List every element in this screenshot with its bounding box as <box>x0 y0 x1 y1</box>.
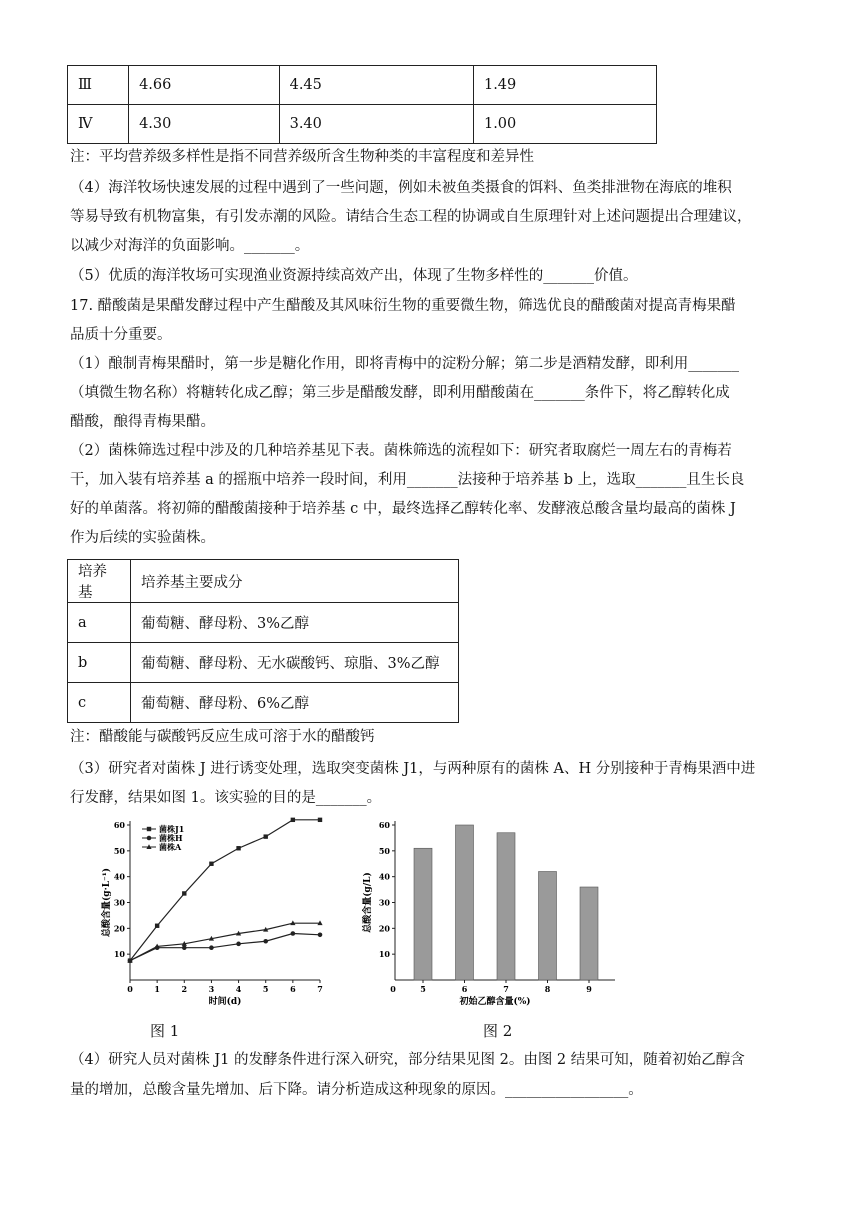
q17-line-1: 17. 醋酸菌是果醋发酵过程中产生醋酸及其风味衍生物的重要微生物，筛选优良的醋酸菌对提高青梅果醋 <box>70 298 736 314</box>
diversity-table <box>67 65 657 144</box>
data-point <box>263 939 268 944</box>
table-row <box>68 105 657 144</box>
y-tick-label: 30 <box>113 897 125 908</box>
x-tick-label: 0 <box>127 984 133 994</box>
q4b-line-2: 量的增加，总酸含量先增加、后下降。请分析造成这种现象的原因。_________________。 <box>70 1082 643 1098</box>
y-tick-label: 10 <box>113 949 125 960</box>
q17-line-8: 好的单菌落。将初筛的醋酸菌接种于培养基 c 中，最终选择乙醇转化率、发酵液总酸含量均最高的菌株 J <box>70 501 736 517</box>
q4-line-2: 等易导致有机物富集，有引发赤潮的风险。请结合生态工程的协调或自生原理针对上述问题提出合理建议， <box>70 209 752 225</box>
y-tick-label: 40 <box>378 871 390 882</box>
bar <box>456 825 474 980</box>
x-tick-label: 8 <box>544 984 551 994</box>
y-tick-label: 40 <box>113 871 125 882</box>
medium-table <box>67 559 459 723</box>
x-tick-label: 7 <box>317 984 323 994</box>
q5-line: （5）优质的海洋牧场可实现渔业资源持续高效产出，体现了生物多样性的_______价值。 <box>70 268 638 284</box>
bar <box>539 872 557 981</box>
x-tick-label: 4 <box>235 984 242 994</box>
bar <box>497 833 515 980</box>
data-point <box>318 818 322 822</box>
table-cell: Ⅳ <box>68 105 129 144</box>
table-cell: Ⅲ <box>68 66 129 105</box>
table-row <box>68 683 459 723</box>
table-cell: 1.49 <box>473 66 656 105</box>
q17-line-2: 品质十分重要。 <box>70 327 172 343</box>
x-axis-label: 时间(d) <box>208 997 242 1007</box>
x-tick-label: 2 <box>181 984 188 994</box>
table-cell: 4.30 <box>129 105 280 144</box>
legend-label: 菌株A <box>159 842 182 852</box>
table-cell: a <box>68 603 131 643</box>
q17-line-7: 干，加入装有培养基 a 的摇瓶中培养一段时间，利用_______法接种于培养基 b 上，选取_______且生长良 <box>70 472 745 488</box>
q3-line-1: （3）研究者对菌株 J 进行诱变处理，选取突变菌株 J1，与两种原有的菌株 A、H 分别接种于青梅果酒中进 <box>70 761 756 777</box>
q17-line-6: （2）菌株筛选过程中涉及的几种培养基见下表。菌株筛选的流程如下：研究者取腐烂一周左右的青梅若 <box>70 443 732 459</box>
x-tick-label: 6 <box>461 984 468 994</box>
q17-line-9: 作为后续的实验菌株。 <box>70 530 215 546</box>
y-tick-label: 60 <box>113 820 125 830</box>
y-tick-label: 50 <box>113 845 125 856</box>
data-point <box>291 931 296 936</box>
q17-line-3: （1）酿制青梅果醋时，第一步是糖化作用，即将青梅中的淀粉分解；第二步是酒精发酵，即利用_______ <box>70 356 739 372</box>
data-point <box>236 846 240 850</box>
data-point <box>155 924 159 928</box>
header-cell: 培养基主要成分 <box>131 560 459 603</box>
origin-label: 0 <box>390 984 396 994</box>
figure-2-caption: 图 2 <box>483 1022 513 1040</box>
x-tick-label: 9 <box>586 984 592 994</box>
x-tick-label: 1 <box>154 984 160 994</box>
x-tick-label: 5 <box>420 984 426 994</box>
table-row <box>68 603 459 643</box>
q4-line-3: 以减少对海洋的负面影响。_______。 <box>70 238 310 254</box>
data-point <box>182 945 187 950</box>
table-cell: c <box>68 683 131 723</box>
table-row <box>68 66 657 105</box>
q17-line-4: （填微生物名称）将糖转化成乙醇；第三步是醋酸发酵，即利用醋酸菌在_______条件下，将乙醇转化成 <box>70 385 730 401</box>
note-medium: 注：醋酸能与碳酸钙反应生成可溶于水的醋酸钙 <box>70 729 375 745</box>
data-point <box>209 945 214 950</box>
y-tick-label: 50 <box>378 845 390 856</box>
y-axis-label: 总酸含量(g/L) <box>363 872 373 933</box>
table-cell: 葡萄糖、酵母粉、无水碳酸钙、琼脂、3%乙醇 <box>131 643 459 683</box>
y-tick-label: 30 <box>378 897 390 908</box>
figure-1-line-chart <box>95 815 345 1010</box>
bar <box>580 887 598 980</box>
legend-label: 菌株J1 <box>159 824 185 834</box>
q3-line-2: 行发酵，结果如图 1。该实验的目的是_______。 <box>70 790 382 806</box>
data-point <box>318 932 323 937</box>
data-point <box>236 942 241 947</box>
figure-1-caption: 图 1 <box>150 1022 180 1040</box>
data-point <box>264 834 268 838</box>
header-cell: 培养基 <box>68 560 131 603</box>
x-tick-label: 5 <box>262 984 269 994</box>
figure-2-bar-chart <box>350 815 620 1010</box>
series-line-2 <box>130 923 320 960</box>
x-tick-label: 6 <box>290 984 296 994</box>
legend-label: 菌株H <box>159 833 183 843</box>
table-row <box>68 643 459 683</box>
table-cell: b <box>68 643 131 683</box>
y-tick-label: 20 <box>113 923 125 934</box>
table-cell: 1.00 <box>473 105 656 144</box>
legend-marker <box>147 827 151 831</box>
legend-marker <box>147 836 152 841</box>
y-tick-label: 20 <box>378 923 390 934</box>
x-tick-label: 3 <box>208 984 215 994</box>
table-cell: 4.45 <box>279 66 473 105</box>
data-point <box>209 862 213 866</box>
y-tick-label: 60 <box>378 820 390 830</box>
q4-line-1: （4）海洋牧场快速发展的过程中遇到了一些问题，例如未被鱼类摄食的饵料、鱼类排泄物在海底的堆积 <box>70 180 732 196</box>
x-tick-label: 7 <box>503 984 509 994</box>
table-cell: 3.40 <box>279 105 473 144</box>
q17-line-5: 醋酸，酿得青梅果醋。 <box>70 414 215 430</box>
y-tick-label: 10 <box>378 949 390 960</box>
q4b-line-1: （4）研究人员对菌株 J1 的发酵条件进行深入研究，部分结果见图 2。由图 2 结果可知，随着初始乙醇含 <box>70 1052 745 1068</box>
medium-table-header <box>68 560 459 603</box>
table-cell: 4.66 <box>129 66 280 105</box>
table-cell: 葡萄糖、酵母粉、6%乙醇 <box>131 683 459 723</box>
table-cell: 葡萄糖、酵母粉、3%乙醇 <box>131 603 459 643</box>
bar <box>414 848 432 980</box>
note-diversity: 注：平均营养级多样性是指不同营养级所含生物种类的丰富程度和差异性 <box>70 149 534 165</box>
y-axis-label: 总酸含量(g·L⁻¹) <box>102 868 112 937</box>
x-axis-label: 初始乙醇含量(%) <box>459 997 531 1007</box>
data-point <box>291 818 295 822</box>
data-point <box>182 891 186 895</box>
